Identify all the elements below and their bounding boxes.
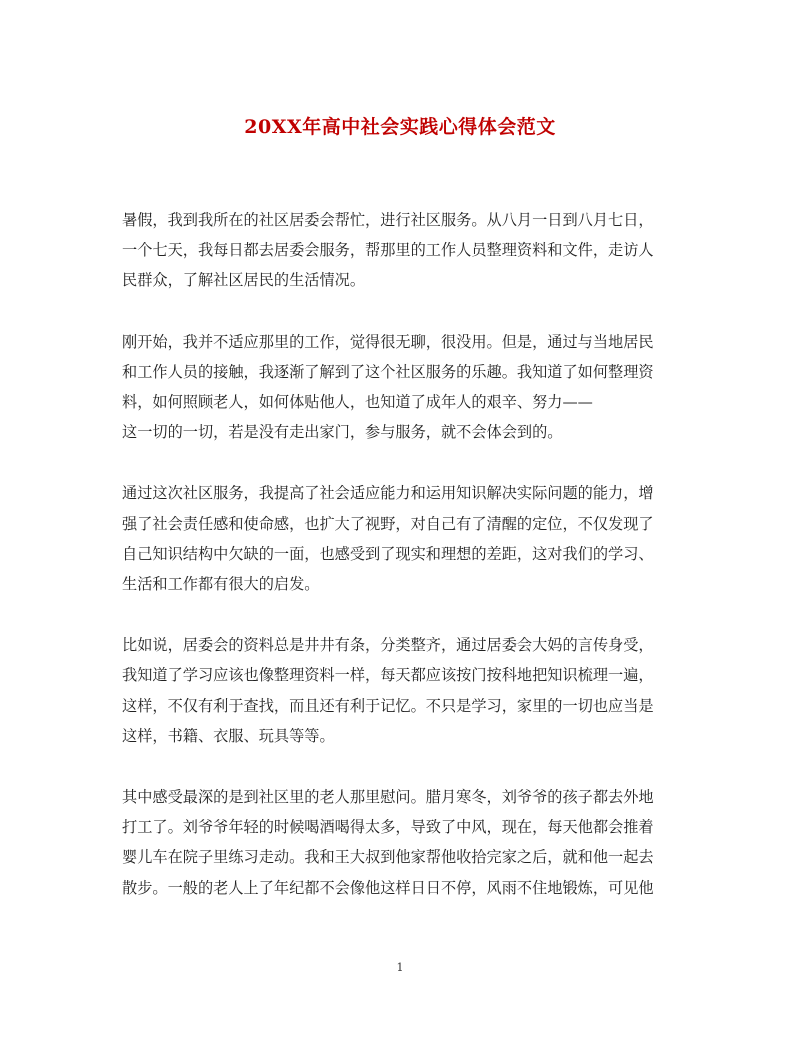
paragraph-line: 其中感受最深的是到社区里的老人那里慰问。腊月寒冬，刘爷爷的孩子都去外地 [122, 788, 654, 807]
paragraph-line: 打工了。刘爷爷年轻的时候喝酒喝得太多，导致了中风，现在，每天他都会推着 [122, 818, 654, 837]
paragraph-2 [122, 327, 682, 448]
page-number: 1 [396, 961, 404, 974]
paragraph-line: 刚开始，我并不适应那里的工作，觉得很无聊，很没用。但是，通过与当地居民 [122, 332, 654, 351]
paragraph-line: 这一切的一切，若是没有走出家门，参与服务，就不会体会到的。 [122, 423, 563, 442]
paragraph-line: 料，如何照顾老人，如何体贴他人，也知道了成年人的艰辛、努力—— [122, 393, 593, 412]
paragraph-5 [122, 782, 682, 903]
paragraph-line: 强了社会责任感和使命感，也扩大了视野，对自己有了清醒的定位，不仅发现了 [122, 514, 654, 533]
paragraph-line: 散步。一般的老人上了年纪都不会像他这样日日不停，风雨不住地锻炼，可见他 [122, 878, 654, 897]
paragraph-line: 一个七天，我每日都去居委会服务，帮那里的工作人员整理资料和文件，走访人 [122, 241, 654, 260]
paragraph-line: 这样，书籍、衣服、玩具等等。 [122, 726, 335, 745]
paragraph-line: 生活和工作都有很大的启发。 [122, 575, 320, 594]
paragraph-line: 通过这次社区服务，我提高了社会适应能力和运用知识解决实际问题的能力，增 [122, 484, 654, 503]
paragraph-line: 这样，不仅有利于查找，而且还有利于记忆。不只是学习，家里的一切也应当是 [122, 696, 654, 715]
paragraph-line: 暑假，我到我所在的社区居委会帮忙，进行社区服务。从八月一日到八月七日， [122, 211, 654, 229]
paragraph-line: 比如说，居委会的资料总是井井有条，分类整齐，通过居委会大妈的言传身受， [122, 636, 654, 655]
paragraph-line: 我知道了学习应该也像整理资料一样，每天都应该按门按科地把知识梳理一遍， [122, 666, 654, 685]
paragraph-4 [122, 630, 682, 751]
paragraph-3 [122, 478, 682, 599]
paragraph-line: 婴儿车在院子里练习走动。我和王大叔到他家帮他收拾完家之后，就和他一起去 [122, 848, 654, 867]
document-body [122, 205, 682, 934]
document-title: 20XX年高中社会实践心得体会范文 [244, 116, 556, 138]
paragraph-line: 和工作人员的接触，我逐渐了解到了这个社区服务的乐趣。我知道了如何整理资 [122, 362, 654, 381]
paragraph-line: 民群众，了解社区居民的生活情况。 [122, 271, 365, 290]
paragraph-line: 自己知识结构中欠缺的一面，也感受到了现实和理想的差距，这对我们的学习、 [122, 544, 654, 563]
paragraph-1 [122, 205, 682, 296]
